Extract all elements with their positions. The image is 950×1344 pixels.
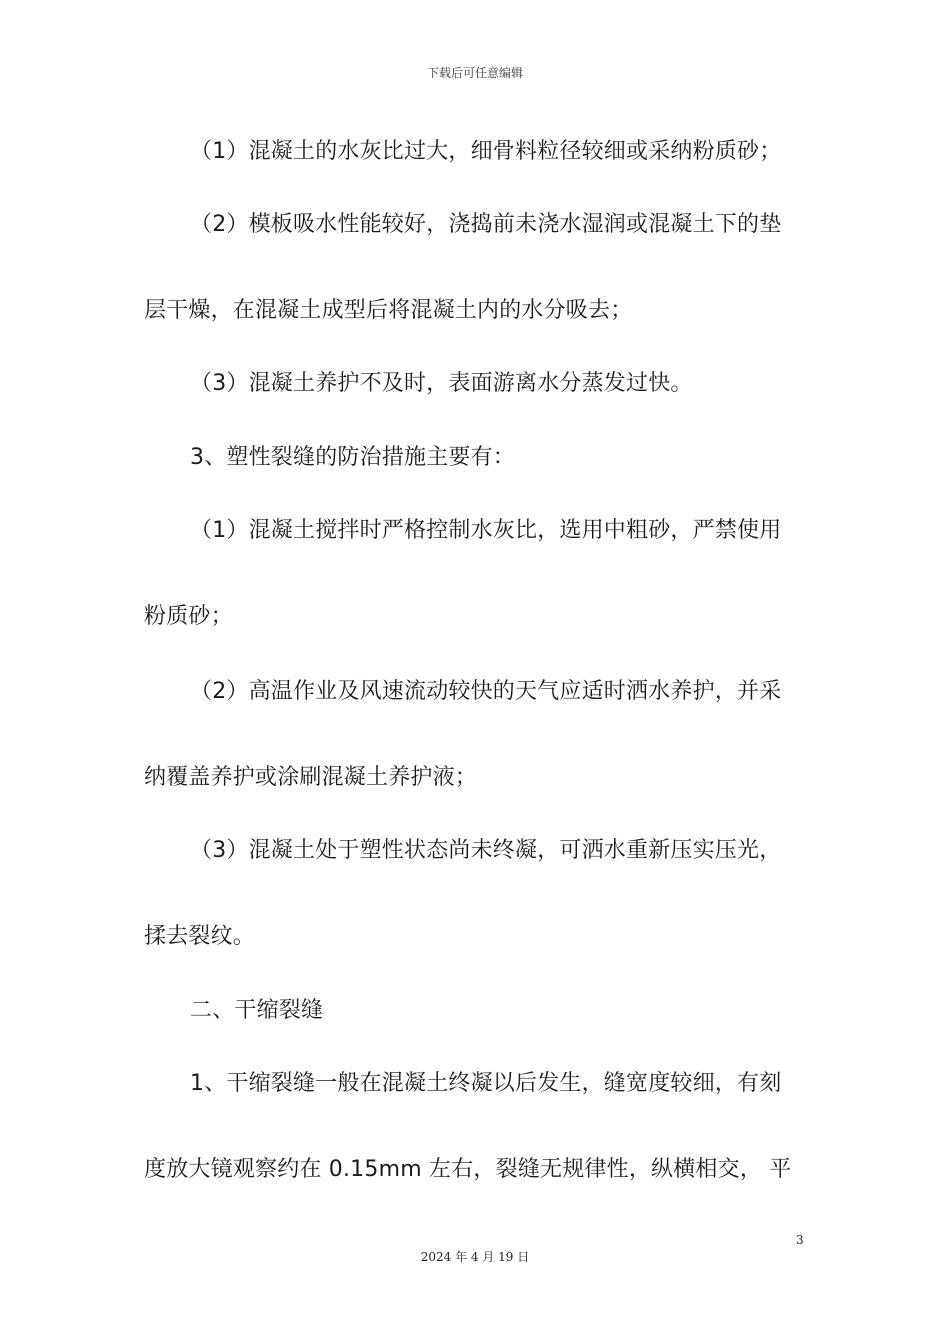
section-heading: 二、干缩裂缝 [190,998,324,1023]
paragraph-line: （3）混凝土养护不及时，表面游离水分蒸发过快。 [190,371,693,396]
paragraph-line: （1）混凝土的水灰比过大，细骨料粒径较细或采纳粉质砂； [190,139,782,164]
paragraph-line: （2）高温作业及风速流动较快的天气应适时洒水养护，并采 [190,679,782,704]
paragraph-line: 粉质砂； [144,604,233,629]
paragraph-line: 纳覆盖养护或涂刷混凝土养护液； [144,765,478,790]
page-header: 下载后可任意编辑 [426,66,523,80]
paragraph-line: 1、干缩裂缝一般在混凝土终凝以后发生，缝宽度较细，有刻 [190,1071,782,1096]
section-heading: 3、塑性裂缝的防治措施主要有： [190,445,515,470]
paragraph-line: （3）混凝土处于塑性状态尚未终凝，可洒水重新压实压光， [190,838,782,863]
paragraph-line: （2）模板吸水性能较好，浇捣前未浇水湿润或混凝土下的垫 [190,212,782,237]
page-number: 3 [796,1233,804,1247]
paragraph-line: 度放大镜观察约在 0.15mm 左右，裂缝无规律性，纵横相交， 平 [144,1157,792,1182]
paragraph-line: 揉去裂纹。 [144,924,256,949]
footer-date: 2024 年 4 月 19 日 [420,1250,530,1264]
paragraph-line: （1）混凝土搅拌时严格控制水灰比，选用中粗砂，严禁使用 [190,518,782,543]
paragraph-line: 层干燥，在混凝土成型后将混凝土内的水分吸去； [144,298,633,323]
